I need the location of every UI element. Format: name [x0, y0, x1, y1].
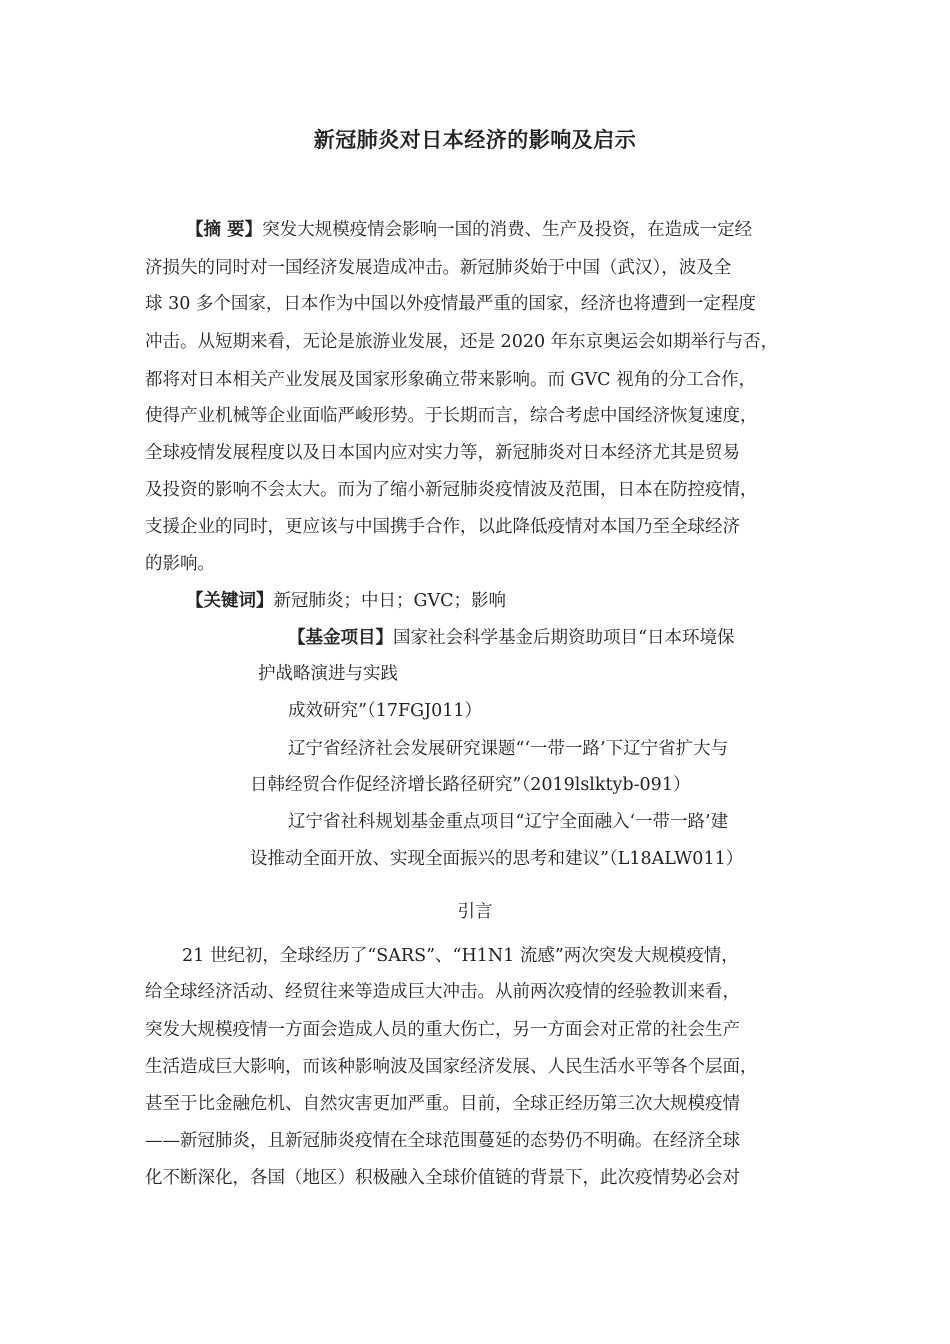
- intro-line: 21 世纪初，全球经历了“SARS”、“H1N1 流感”两次突发大规模疫情，: [182, 946, 739, 966]
- intro-line: 突发大规模疫情一方面会造成人员的重大伤亡，另一方面会对正常的社会生产: [145, 1020, 740, 1040]
- abstract-line: 济损失的同时对一国经济发展造成冲击。新冠肺炎始于中国（武汉），波及全: [145, 258, 732, 278]
- fund-label: 【基金项目】: [288, 628, 393, 648]
- abstract-line: 及投资的影响不会太大。而为了缩小新冠肺炎疫情波及范围，日本在防控疫情，: [145, 480, 758, 500]
- fund-line: 辽宁省经济社会发展研究课题“‘一带一路’下辽宁省扩大与: [288, 739, 729, 759]
- keywords-line: [186, 589, 506, 613]
- intro-line: 生活造成巨大影响，而该种影响波及国家经济发展、人民生活水平等各个层面，: [145, 1057, 758, 1077]
- fund-line: 护战略演进与实践: [258, 664, 398, 684]
- abstract-line: 都将对日本相关产业发展及国家形象确立带来影响。而 GVC 视角的分工合作，: [145, 370, 757, 390]
- abstract-line: 全球疫情发展程度以及日本国内应对实力等，新冠肺炎对日本经济尤其是贸易: [145, 443, 740, 463]
- intro-line: 甚至于比金融危机、自然灾害更加严重。目前，全球正经历第三次大规模疫情: [145, 1094, 740, 1114]
- intro-line: ——新冠肺炎，且新冠肺炎疫情在全球范围蔓延的态势仍不明确。在经济全球: [145, 1131, 740, 1151]
- fund-line: 设推动全面开放、实现全面振兴的思考和建议”（L18ALW011）: [250, 849, 744, 869]
- fund-line: 日韩经贸合作促经济增长路径研究”（2019lslktyb-091）: [250, 775, 691, 795]
- fund-line: [288, 626, 734, 650]
- abstract-label: 【摘 要】: [186, 220, 263, 240]
- intro-line: 化不断深化，各国（地区）积极融入全球价值链的背景下，此次疫情势必会对: [145, 1168, 740, 1188]
- fund-line: 成效研究”（17FGJ011）: [288, 701, 483, 721]
- page-title: 新冠肺炎对日本经济的影响及启示: [313, 128, 637, 152]
- keywords-label: 【关键词】: [186, 591, 274, 611]
- keywords-text: 新冠肺炎；中日；GVC；影响: [273, 591, 507, 611]
- abstract-line: 的影响。: [145, 554, 215, 574]
- abstract-text: 突发大规模疫情会影响一国的消费、生产及投资，在造成一定经: [262, 220, 753, 240]
- section-heading: 引言: [457, 902, 493, 922]
- fund-line: 辽宁省社科规划基金重点项目“辽宁全面融入‘一带一路’建: [288, 812, 729, 832]
- abstract-line: 冲击。从短期来看，无论是旅游业发展，还是 2020 年东京奥运会如期举行与否，: [145, 332, 779, 352]
- abstract-line: [186, 218, 752, 242]
- abstract-line: 使得产业机械等企业面临严峻形势。于长期而言，综合考虑中国经济恢复速度，: [145, 406, 758, 426]
- intro-line: 给全球经济活动、经贸往来等造成巨大冲击。从前两次疫情的经验教训来看，: [145, 982, 740, 1002]
- abstract-line: 球 30 多个国家，日本作为中国以外疫情最严重的国家，经济也将遭到一定程度: [145, 294, 756, 314]
- abstract-line: 支援企业的同时，更应该与中国携手合作，以此降低疫情对本国乃至全球经济: [145, 517, 740, 537]
- fund-text: 国家社会科学基金后期资助项目“日本环境保: [393, 628, 735, 648]
